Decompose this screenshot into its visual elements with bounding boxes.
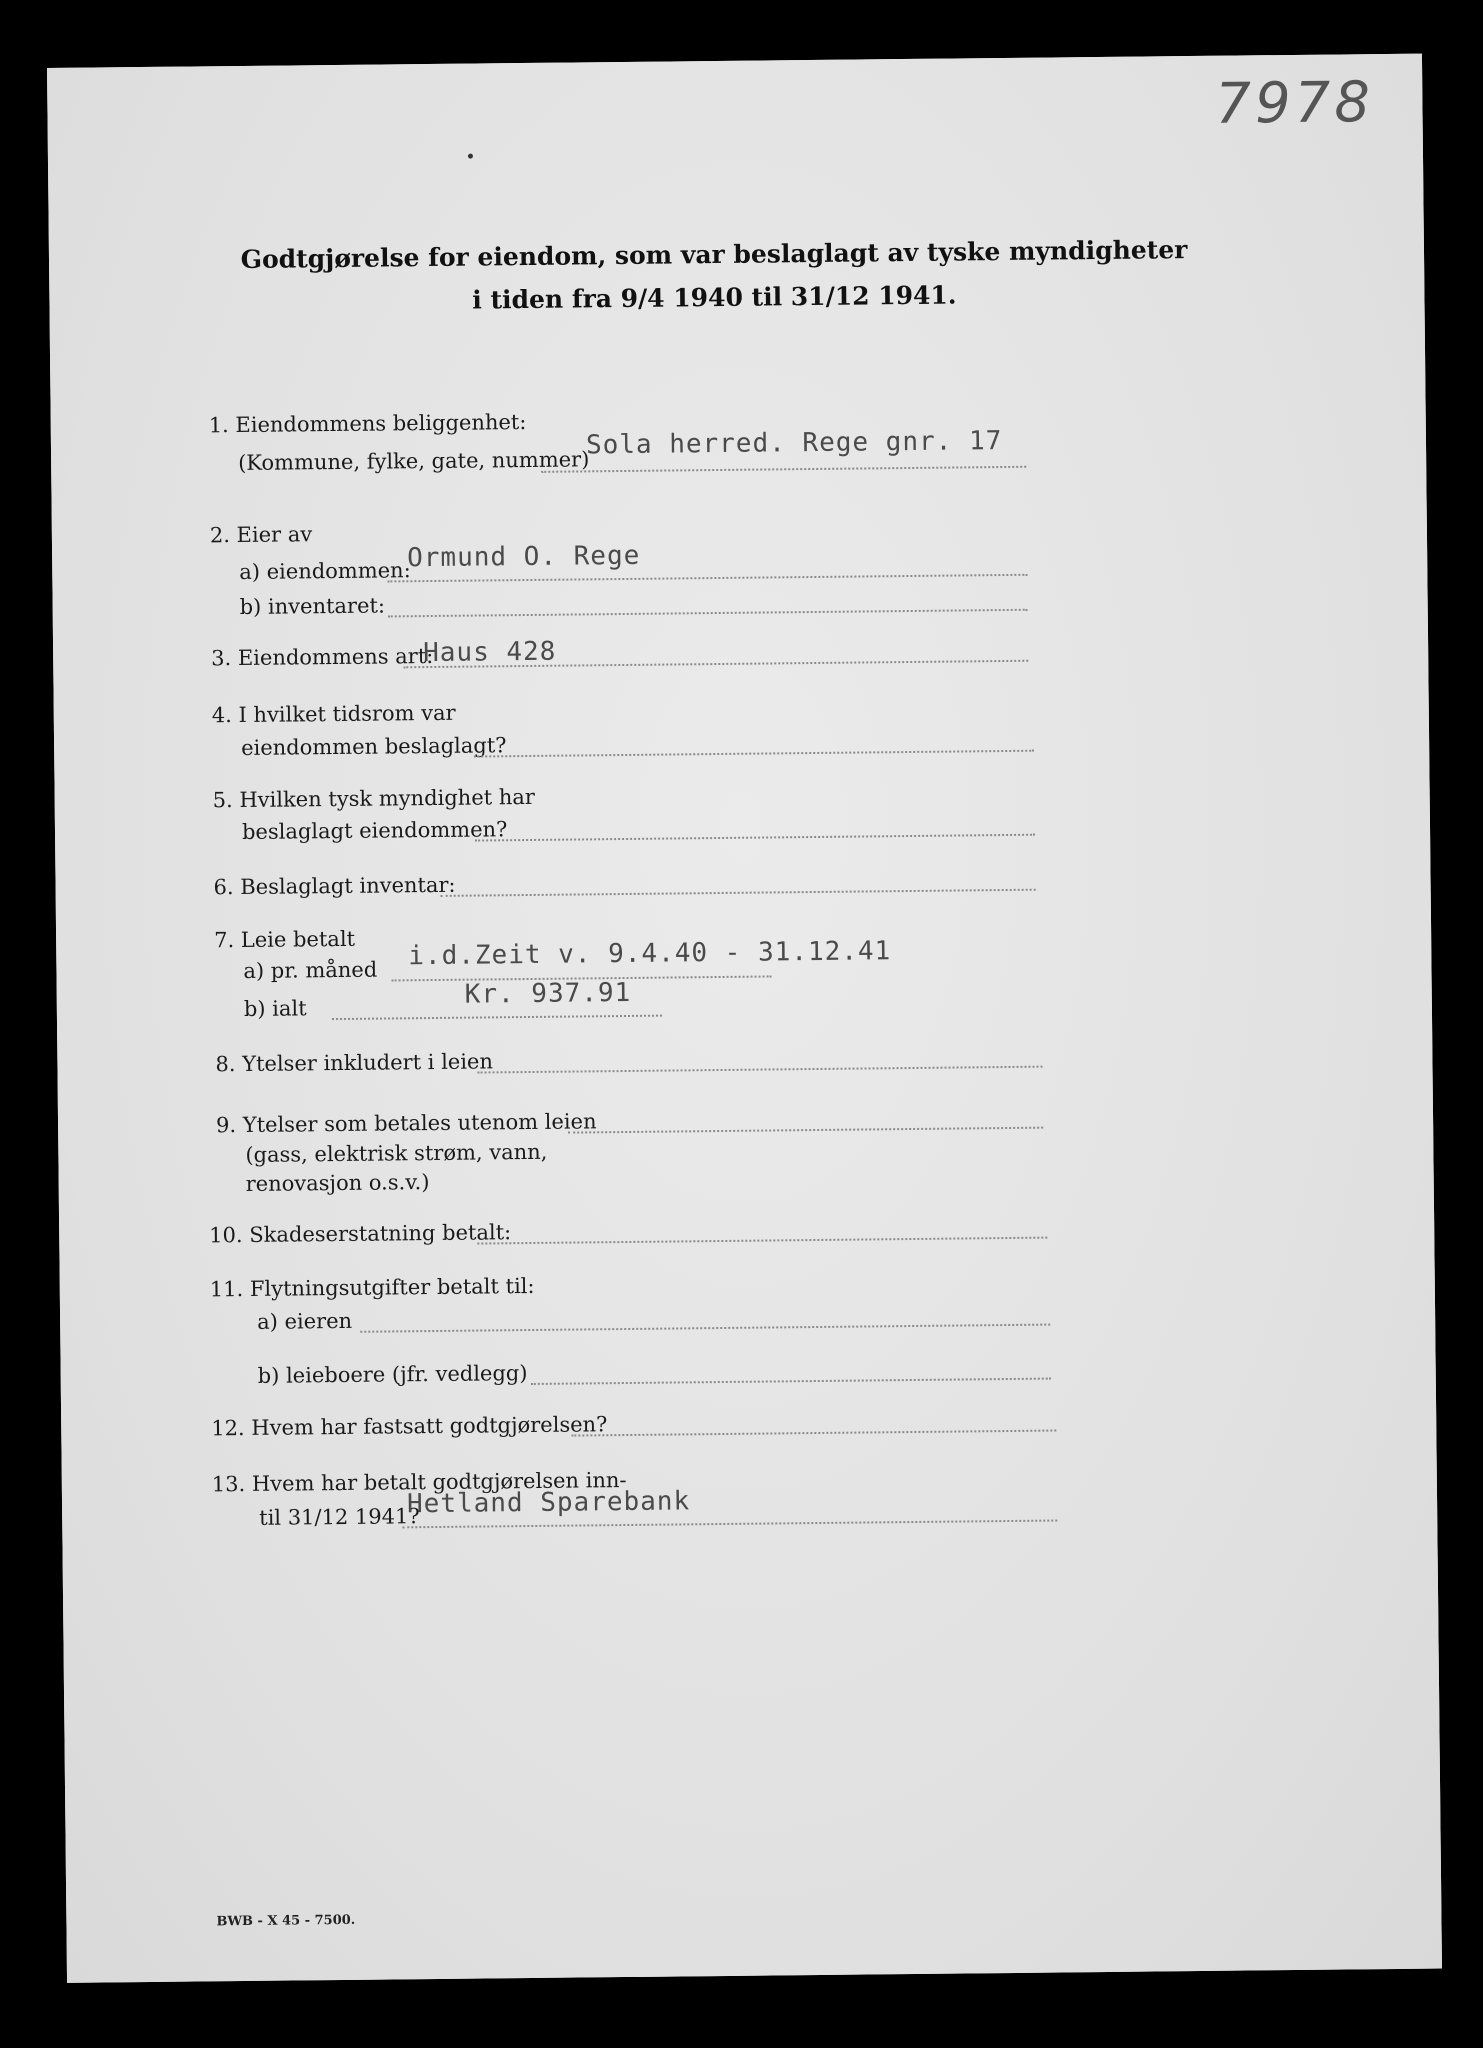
item-9-sublabel-1: (gass, elektrisk strøm, vann, (245, 1139, 548, 1167)
item-12-label: 12. Hvem har fastsatt godtgjørelsen? (211, 1412, 608, 1441)
item-13-label: 13. Hvem har betalt godtgjørelsen inn- (211, 1468, 627, 1497)
item-11b-label: b) leieboere (jfr. vedlegg) (257, 1361, 528, 1388)
item-4-sublabel: eiendommen beslaglagt? (241, 733, 507, 761)
item-2-label: 2. Eier av (209, 522, 313, 548)
item-10-line (477, 1237, 1047, 1245)
item-11-label: 11. Flytningsutgifter betalt til: (209, 1273, 535, 1302)
item-6-label: 6. Beslaglagt inventar: (213, 872, 456, 900)
item-2b-line (388, 609, 1028, 618)
item-9-sublabel-2: renovasjon o.s.v.) (245, 1170, 430, 1196)
item-2a-line (387, 574, 1027, 583)
ink-dot (468, 154, 473, 159)
item-3-value: Haus 428 (422, 636, 557, 669)
item-7b-label: b) ialt (243, 996, 307, 1021)
item-4-line (474, 750, 1034, 758)
item-1-sublabel: (Kommune, fylke, gate, nummer) (238, 447, 590, 476)
item-8-line (478, 1066, 1043, 1074)
item-11b-line (531, 1378, 1051, 1385)
form-footer-code: BWB - X 45 - 7500. (216, 1912, 356, 1930)
item-1-line (541, 466, 1026, 473)
item-7a-label: a) pr. måned (243, 957, 378, 983)
item-5-sublabel: beslaglagt eiendommen? (241, 817, 508, 844)
item-3-label: 3. Eiendommens art: (211, 643, 434, 671)
item-7b-line (332, 1015, 662, 1020)
item-5-label: 5. Hvilken tysk myndighet har (212, 784, 536, 813)
item-7a-value: i.d.Zeit v. 9.4.40 - 31.12.41 (408, 936, 892, 972)
item-7-label: 7. Leie betalt (214, 926, 356, 953)
item-13-line (402, 1520, 1057, 1529)
item-10-label: 10. Skadeserstatning betalt: (209, 1220, 512, 1248)
item-6-line (441, 889, 1036, 897)
item-13-value: Hetland Sparebank (406, 1486, 691, 1520)
item-5-line (475, 834, 1035, 842)
item-4-label: 4. I hvilket tidsrom var (211, 700, 456, 728)
item-9-label: 9. Ytelser som betales utenom leien (215, 1109, 597, 1138)
handwritten-number: 7978 (1215, 70, 1375, 137)
title-line-1: Godtgjørelse for eiendom, som var beslaglagt av tyske myndigheter (240, 235, 1188, 274)
item-12-line (571, 1430, 1056, 1437)
item-11a-label: a) eieren (257, 1308, 353, 1334)
form-page (47, 54, 1442, 1983)
item-9-line (568, 1127, 1043, 1134)
form-title (209, 228, 1220, 325)
title-line-2: i tiden fra 9/4 1940 til 31/12 1941. (472, 280, 957, 315)
item-2b-label: b) inventaret: (239, 593, 386, 620)
item-1-label: 1. Eiendommens beliggenhet: (208, 410, 527, 438)
item-2a-value: Ormund O. Rege (406, 540, 641, 574)
item-7b-value: Kr. 937.91 (464, 977, 632, 1010)
item-11a-line (360, 1324, 1050, 1333)
item-1-value: Sola herred. Rege gnr. 17 (585, 426, 1003, 461)
item-2a-label: a) eiendommen: (239, 558, 411, 585)
item-8-label: 8. Ytelser inkludert i leien (215, 1049, 494, 1077)
item-13-sublabel: til 31/12 1941? (259, 1504, 420, 1530)
